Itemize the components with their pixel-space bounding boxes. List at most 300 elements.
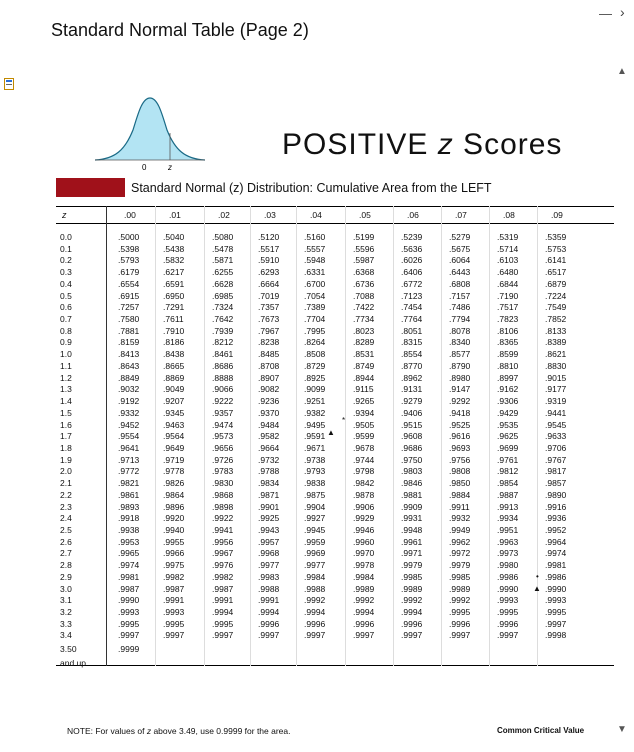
table-cell: .6368	[353, 267, 375, 278]
table-cell: .9463	[163, 419, 185, 430]
table-cell: .9991	[212, 595, 234, 606]
table-cell: .9878	[353, 489, 375, 500]
table-cell: .9997	[401, 630, 423, 641]
table-cell: .9994	[401, 607, 423, 618]
table-cell: .9783	[212, 466, 234, 477]
table-cell: .9997	[545, 618, 567, 629]
table-cell: .9978	[353, 560, 375, 571]
table-cell: .7190	[497, 290, 519, 301]
table-cell: .8599	[497, 349, 519, 360]
table-cell: .9911	[449, 501, 470, 512]
table-cell: .6141	[545, 255, 567, 266]
table-cell: .9932	[449, 513, 471, 524]
table-cell: .9846	[401, 478, 423, 489]
row-z-label: 2.5	[60, 525, 72, 535]
page-title: Standard Normal Table (Page 2)	[51, 20, 309, 40]
table-cell: .5199	[353, 232, 375, 242]
table-cell: .9591	[304, 431, 326, 442]
table-cell: .9997	[212, 630, 234, 641]
row-z-label: 2.1	[60, 478, 72, 489]
table-cell: .6293	[258, 267, 280, 278]
table-cell: .9981	[545, 560, 567, 571]
table-cell: .9971	[401, 548, 423, 559]
table-cell: .9032	[118, 384, 140, 395]
table-cell: .9974	[118, 560, 140, 571]
table-cell: .9732	[258, 454, 280, 465]
table-cell: .9993	[118, 607, 140, 618]
table-cell: .9726	[212, 454, 234, 465]
table-cell: .9306	[497, 396, 519, 407]
table-cell: .5636	[401, 243, 423, 254]
table-cell: .9826	[163, 478, 185, 489]
table-cell: .9236	[258, 396, 280, 407]
table-cell: .7642	[212, 314, 234, 325]
table-cell: .7257	[118, 302, 140, 313]
table-cell: .9778	[163, 466, 185, 477]
table-cell: .9922	[212, 513, 234, 524]
star-marker: *	[342, 416, 346, 425]
table-cell: .9382	[304, 407, 326, 418]
z-column-header: z	[62, 210, 67, 220]
table-cell: .8770	[401, 360, 423, 371]
table-cell: .9996	[401, 618, 423, 629]
table-cell: .5517	[258, 243, 280, 254]
table-cell: .9990	[497, 583, 519, 594]
note-suffix: above 3.49, use 0.9999 for the area.	[151, 726, 291, 736]
table-cell: .8621	[545, 349, 567, 360]
table-cell: .8315	[401, 337, 423, 348]
table-cell: .8830	[545, 360, 567, 371]
table-cell: .9767	[545, 454, 567, 465]
table-cell: .6736	[353, 278, 375, 289]
table-cell: .9956	[212, 536, 234, 547]
table-cell: .8962	[401, 372, 423, 383]
table-cell: .9803	[401, 466, 423, 477]
table-cell: .9994	[304, 607, 326, 618]
table-cell: .9573	[212, 431, 234, 442]
scroll-down-icon[interactable]: ▼	[617, 724, 627, 735]
table-cell: .8078	[449, 325, 471, 336]
table-cell: .9699	[497, 442, 519, 453]
table-cell: .8413	[118, 349, 140, 360]
table-cell: .9545	[545, 419, 567, 430]
table-cell: .9997	[163, 630, 185, 641]
table-cell: .6808	[449, 278, 471, 289]
table-cell: .9441	[545, 407, 567, 418]
table-cell: .7967	[258, 325, 280, 336]
table-cell: .8869	[163, 372, 185, 383]
table-cell: .9909	[401, 501, 423, 512]
row-z-label: 1.8	[60, 442, 72, 453]
table-cell: .8925	[304, 372, 326, 383]
table-cell: .8159	[118, 337, 140, 348]
table-cell: .9656	[212, 442, 234, 453]
table-cell: .6628	[212, 278, 234, 289]
table-cell: .9854	[497, 478, 519, 489]
row-z-label: 2.2	[60, 489, 72, 500]
table-cell: .9871	[258, 489, 280, 500]
table-cell: .6179	[118, 267, 140, 278]
row-z-label: 2.8	[60, 560, 72, 571]
table-cell: .9625	[497, 431, 519, 442]
table-cell: .9838	[304, 478, 326, 489]
table-cell: .5753	[545, 243, 567, 254]
row-z-label: 1.1	[60, 360, 72, 371]
table-cell: .9857	[545, 478, 567, 489]
column-header: .09	[551, 210, 563, 220]
last-row-z-label: 3.50	[60, 644, 77, 655]
table-cell: .9997	[304, 630, 326, 641]
table-cell: .9082	[258, 384, 280, 395]
table-cell: .9983	[258, 571, 280, 582]
table-cell: .9941	[212, 525, 234, 535]
table-cell: .6985	[212, 290, 234, 301]
table-header-rule	[56, 223, 614, 224]
table-cell: .9793	[304, 466, 326, 477]
arrow-up-marker-2: ▲	[533, 584, 541, 593]
scroll-up-icon[interactable]: ▲	[617, 66, 627, 77]
table-cell: .5080	[212, 232, 234, 242]
table-cell: .5714	[497, 243, 519, 254]
table-cell: .9918	[118, 513, 140, 524]
table-cell: .5948	[304, 255, 326, 266]
table-cell: .9987	[212, 583, 234, 594]
table-cell: .9975	[163, 560, 185, 571]
column-divider	[250, 206, 251, 666]
table-cell: .9977	[258, 560, 280, 571]
table-cell: .7324	[212, 302, 234, 313]
table-cell: .6064	[449, 255, 471, 266]
row-z-label: 3.0	[60, 583, 72, 594]
document-icon[interactable]	[4, 78, 14, 90]
table-cell: .9936	[545, 513, 567, 524]
table-cell: .9957	[258, 536, 280, 547]
table-cell: .7995	[304, 325, 326, 336]
row-z-label: 0.2	[60, 255, 72, 266]
table-cell: .7157	[449, 290, 471, 301]
heading-z: z	[437, 128, 454, 161]
row-z-label: 0.1	[60, 243, 72, 254]
table-cell: .9994	[258, 607, 280, 618]
table-cell: .9959	[304, 536, 326, 547]
table-cell: .9686	[401, 442, 423, 453]
note-z: z	[146, 726, 152, 736]
table-cell: .9279	[401, 396, 423, 407]
table-cell: .8264	[304, 337, 326, 348]
table-cell: .9996	[304, 618, 326, 629]
row-z-label: 0.8	[60, 325, 72, 336]
table-cell: .9994	[212, 607, 234, 618]
column-header: .05	[359, 210, 371, 220]
table-cell: .6591	[163, 278, 185, 289]
table-cell: .7611	[163, 314, 184, 325]
table-cell: .7454	[401, 302, 423, 313]
table-cell: .8980	[449, 372, 471, 383]
table-cell: .9989	[449, 583, 471, 594]
table-cell: .9896	[163, 501, 185, 512]
table-z-divider	[106, 206, 107, 666]
table-cell: .9788	[258, 466, 280, 477]
column-header: .06	[407, 210, 419, 220]
table-cell: .9995	[497, 607, 519, 618]
table-cell: .7881	[118, 325, 140, 336]
table-cell: .9484	[258, 419, 280, 430]
column-header: .03	[264, 210, 276, 220]
table-cell: .9988	[304, 583, 326, 594]
row-z-label: 1.4	[60, 396, 72, 407]
table-cell: .9535	[497, 419, 519, 430]
table-cell: .5120	[258, 232, 280, 242]
table-cell: .8790	[449, 360, 471, 371]
table-cell: .9671	[304, 442, 326, 453]
table-cell: .9916	[545, 501, 567, 512]
table-cell: .9995	[545, 607, 567, 618]
common-critical-value-link[interactable]: Common Critical Value	[497, 726, 585, 735]
table-cell: .5000	[118, 232, 140, 242]
table-cell: .6026	[401, 255, 423, 266]
table-cell: .9993	[163, 607, 185, 618]
table-cell: .9981	[118, 571, 140, 582]
column-divider	[155, 206, 156, 666]
table-cell: .7673	[258, 314, 280, 325]
table-cell: .9966	[163, 548, 185, 559]
table-cell: .7939	[212, 325, 234, 336]
table-cell: .9394	[353, 407, 375, 418]
table-cell: .8907	[258, 372, 280, 383]
table-cell: .9986	[497, 571, 519, 582]
table-cell: .9608	[401, 431, 423, 442]
table-cell: .8577	[449, 349, 471, 360]
table-cell: .9808	[449, 466, 471, 477]
table-cell: .9995	[163, 618, 185, 629]
table-cell: .6664	[258, 278, 280, 289]
table-cell: .9967	[212, 548, 234, 559]
table-cell: .9992	[401, 595, 423, 606]
minimize-icon[interactable]: —	[599, 6, 612, 21]
table-cell: .9996	[497, 618, 519, 629]
table-cell: .9977	[304, 560, 326, 571]
table-cell: .9177	[545, 384, 567, 395]
table-cell: .5279	[449, 232, 471, 242]
row-z-label: 2.4	[60, 513, 72, 524]
table-cell: .9992	[353, 595, 375, 606]
table-cell: .6700	[304, 278, 326, 289]
last-row-value: .9999	[118, 644, 140, 655]
table-cell: .9985	[401, 571, 423, 582]
table-cell: .9951	[497, 525, 519, 535]
table-cell: .6480	[497, 267, 519, 278]
table-cell: .8643	[118, 360, 140, 371]
table-cell: .5040	[163, 232, 185, 242]
table-cell: .9525	[449, 419, 471, 430]
column-header: .08	[503, 210, 515, 220]
row-z-label: 2.9	[60, 571, 72, 582]
last-row-z-label-2: and up	[60, 658, 86, 669]
table-cell: .9357	[212, 407, 234, 418]
table-cell: .9821	[118, 478, 140, 489]
table-cell: .9987	[118, 583, 140, 594]
table-cell: .9997	[449, 630, 471, 641]
table-cell: .8708	[258, 360, 280, 371]
table-cell: .9830	[212, 478, 234, 489]
heading-suffix: Scores	[453, 128, 563, 161]
table-cell: .9969	[304, 548, 326, 559]
table-cell: .9946	[353, 525, 375, 535]
table-cell: .7019	[258, 290, 280, 301]
column-divider	[204, 206, 205, 666]
table-cell: .9901	[258, 501, 280, 512]
table-cell: .9997	[497, 630, 519, 641]
table-cell: .9953	[118, 536, 140, 547]
table-top-rule	[56, 206, 614, 207]
table-cell: .9945	[304, 525, 326, 535]
heading	[282, 128, 562, 162]
table-cell: .9906	[353, 501, 375, 512]
table-cell: .7088	[353, 290, 375, 301]
row-z-label: 3.2	[60, 607, 72, 618]
table-cell: .9960	[353, 536, 375, 547]
row-z-label: 1.7	[60, 431, 72, 442]
table-cell: .5319	[497, 232, 519, 242]
table-cell: .8508	[304, 349, 326, 360]
table-cell: .9744	[353, 454, 375, 465]
column-divider	[296, 206, 297, 666]
table-cell: .9582	[258, 431, 280, 442]
table-cell: .6915	[118, 290, 140, 301]
column-divider	[393, 206, 394, 666]
table-cell: .9949	[449, 525, 471, 535]
table-cell: .9265	[353, 396, 375, 407]
table-cell: .9406	[401, 407, 423, 418]
table-cell: .9319	[545, 396, 567, 407]
table-cell: .9515	[401, 419, 423, 430]
table-cell: .9452	[118, 419, 140, 430]
table-cell: .9761	[497, 454, 519, 465]
table-cell: .8665	[163, 360, 185, 371]
column-divider	[441, 206, 442, 666]
table-cell: .9963	[497, 536, 519, 547]
column-divider	[537, 206, 538, 666]
row-z-label: 2.3	[60, 501, 72, 512]
table-cell: .9664	[258, 442, 280, 453]
table-cell: .9931	[401, 513, 423, 524]
table-cell: .9345	[163, 407, 185, 418]
table-cell: .9997	[118, 630, 140, 641]
table-cell: .7852	[545, 314, 567, 325]
table-cell: .8051	[401, 325, 423, 336]
table-cell: .5359	[545, 232, 567, 242]
table-cell: .9713	[118, 454, 140, 465]
table-cell: .8389	[545, 337, 567, 348]
table-cell: .9974	[545, 548, 567, 559]
table-cell: .9984	[304, 571, 326, 582]
table-cell: .9995	[118, 618, 140, 629]
table-cell: .9985	[449, 571, 471, 582]
table-cell: .9991	[163, 595, 185, 606]
table-cell: .7291	[163, 302, 185, 313]
chevron-right-icon[interactable]: ›	[620, 4, 625, 20]
table-cell: .9750	[401, 454, 423, 465]
row-z-label: 1.9	[60, 454, 72, 465]
table-cell: .7910	[163, 325, 185, 336]
table-cell: .9934	[497, 513, 519, 524]
table-cell: .9115	[353, 384, 374, 395]
table-cell: .9649	[163, 442, 185, 453]
column-divider	[489, 206, 490, 666]
table-cell: .9990	[118, 595, 140, 606]
row-z-label: 1.3	[60, 384, 72, 395]
table-cell: .9875	[304, 489, 326, 500]
table-cell: .9738	[304, 454, 326, 465]
table-cell: .9965	[118, 548, 140, 559]
arrow-up-marker: ▲	[327, 428, 335, 437]
table-cell: .7123	[401, 290, 423, 301]
table-cell: .9066	[212, 384, 234, 395]
table-cell: .7549	[545, 302, 567, 313]
table-cell: .5478	[212, 243, 234, 254]
table-cell: .7517	[497, 302, 519, 313]
column-header: .02	[218, 210, 230, 220]
table-cell: .8238	[258, 337, 280, 348]
table-cell: .9938	[118, 525, 140, 535]
table-cell: .9868	[212, 489, 234, 500]
table-cell: .9920	[163, 513, 185, 524]
table-cell: .8849	[118, 372, 140, 383]
scrollbar[interactable]	[614, 66, 630, 742]
table-cell: .9505	[353, 419, 375, 430]
table-cell: .8531	[353, 349, 375, 360]
table-cell: .8888	[212, 372, 234, 383]
table-cell: .9884	[449, 489, 471, 500]
table-cell: .8106	[497, 325, 519, 336]
table-cell: .5832	[163, 255, 185, 266]
table-cell: .5596	[353, 243, 375, 254]
column-header: .00	[124, 210, 136, 220]
table-cell: .9991	[258, 595, 280, 606]
table-cell: .6406	[401, 267, 423, 278]
table-cell: .9890	[545, 489, 567, 500]
table-cell: .8749	[353, 360, 375, 371]
table-cell: .9925	[258, 513, 280, 524]
table-cell: .8729	[304, 360, 326, 371]
table-cell: .8554	[401, 349, 423, 360]
table-cell: .9970	[353, 548, 375, 559]
table-cell: .9913	[497, 501, 519, 512]
table-cell: .9678	[353, 442, 375, 453]
table-cell: .9834	[258, 478, 280, 489]
table-cell: .6844	[497, 278, 519, 289]
table-cell: .9961	[401, 536, 423, 547]
row-z-label: 0.0	[60, 232, 72, 242]
table-cell: .6443	[449, 267, 471, 278]
table-bottom-rule	[56, 665, 614, 666]
table-cell: .9474	[212, 419, 234, 430]
table-cell: .9049	[163, 384, 185, 395]
table-cell: .6103	[497, 255, 519, 266]
column-header: .01	[169, 210, 181, 220]
table-cell: .9817	[545, 466, 567, 477]
table-cell: .8485	[258, 349, 280, 360]
row-z-label: 0.6	[60, 302, 72, 313]
row-z-label: 2.7	[60, 548, 72, 559]
table-cell: .9994	[353, 607, 375, 618]
table-cell: .9943	[258, 525, 280, 535]
table-cell: .9842	[353, 478, 375, 489]
table-cell: .9418	[449, 407, 471, 418]
normal-curve-figure	[95, 90, 205, 170]
table-cell: .9980	[497, 560, 519, 571]
table-cell: .6772	[401, 278, 423, 289]
